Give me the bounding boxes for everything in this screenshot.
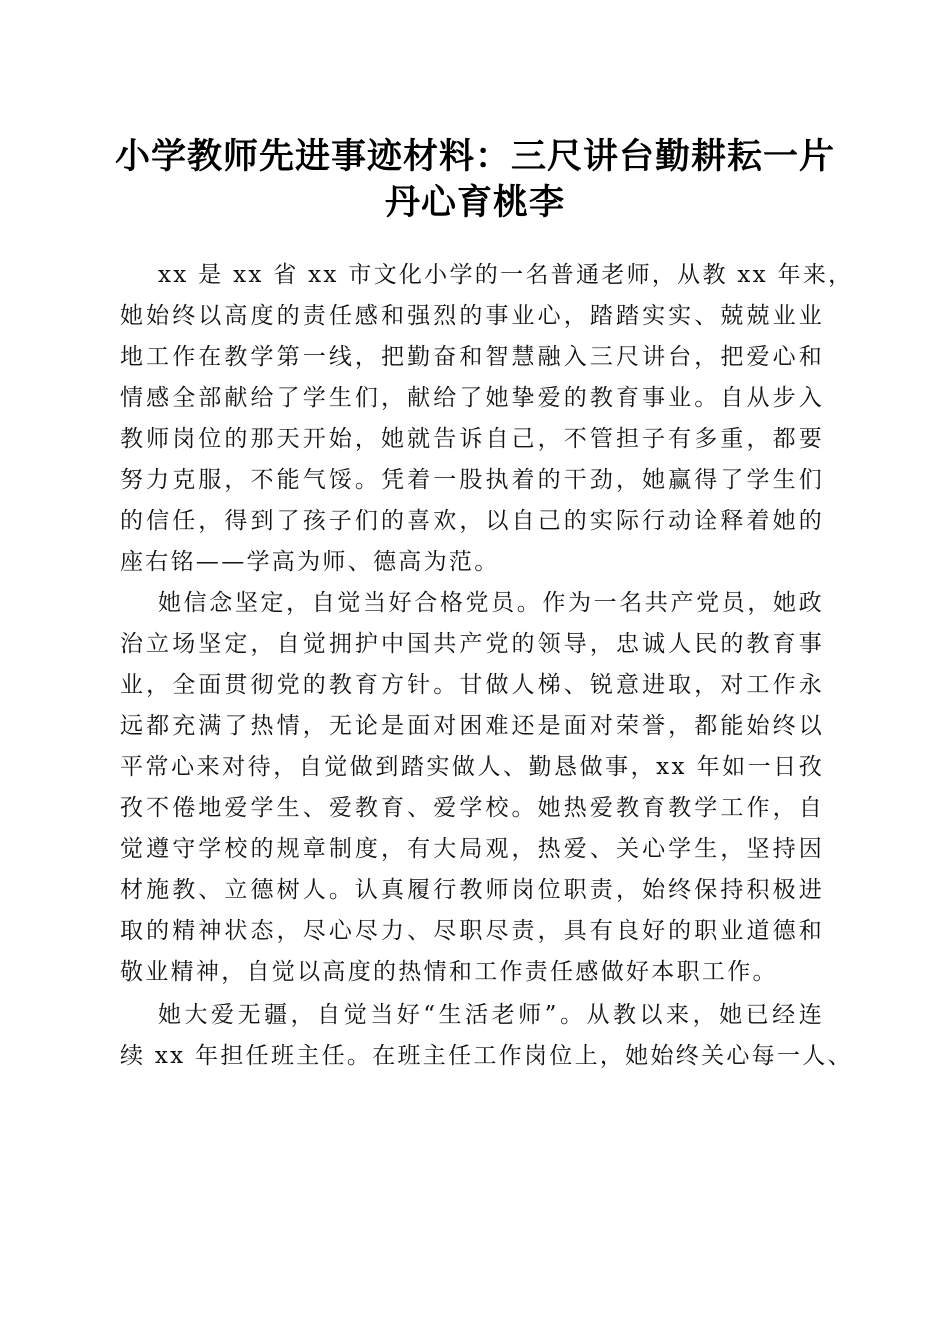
text-line: 座右铭——学高为师、德高为范。 [120, 549, 500, 575]
text-line: 平常心来对待，自觉做到踏实做人、勤恳做事，xx 年如一日孜 [120, 754, 824, 780]
paragraph-2 [120, 583, 824, 993]
text-line: 她信念坚定，自觉当好合格党员。作为一名共产党员，她政 [158, 590, 824, 616]
document-body [120, 255, 854, 1077]
text-line: 地工作在教学第一线，把勤奋和智慧融入三尺讲台，把爱心和 [120, 344, 824, 370]
text-line: 她始终以高度的责任感和强烈的事业心，踏踏实实、兢兢业业 [120, 303, 824, 329]
text-line: 续 xx 年担任班主任。在班主任工作岗位上，她始终关心每一人、 [120, 1043, 853, 1069]
text-line: 业，全面贯彻党的教育方针。甘做人梯、锐意进取，对工作永 [120, 672, 824, 698]
title-line-1: 小学教师先进事迹材料：三尺讲台勤耕耘一片 [114, 136, 835, 177]
paragraph-3 [120, 995, 853, 1077]
text-line: 敬业精神，自觉以高度的热情和工作责任感做好本职工作。 [120, 959, 778, 985]
text-line: 的信任，得到了孩子们的喜欢，以自己的实际行动诠释着她的 [120, 508, 824, 534]
text-line: 远都充满了热情，无论是面对困难还是面对荣誉，都能始终以 [120, 713, 824, 739]
text-line: 努力克服，不能气馁。凭着一股执着的干劲，她赢得了学生们 [120, 467, 824, 493]
text-line: 教师岗位的那天开始，她就告诉自己，不管担子有多重，都要 [120, 426, 824, 452]
text-line: 情感全部献给了学生们，献给了她挚爱的教育事业。自从步入 [120, 385, 824, 411]
title-line-2: 丹心育桃李 [384, 182, 565, 223]
text-line: xx 是 xx 省 xx 市文化小学的一名普通老师，从教 xx 年来， [158, 262, 854, 288]
text-line: 孜不倦地爱学生、爱教育、爱学校。她热爱教育教学工作，自 [120, 795, 824, 821]
text-line: 治立场坚定，自觉拥护中国共产党的领导，忠诚人民的教育事 [120, 631, 824, 657]
text-line: 觉遵守学校的规章制度，有大局观，热爱、关心学生，坚持因 [120, 836, 824, 862]
paragraph-1 [120, 255, 854, 583]
text-line: 取的精神状态，尽心尽力、尽职尽责，具有良好的职业道德和 [120, 918, 824, 944]
text-line: 她大爱无疆，自觉当好“生活老师”。从教以来，她已经连 [158, 1002, 824, 1028]
document-title [100, 134, 850, 226]
text-line: 材施教、立德树人。认真履行教师岗位职责，始终保持积极进 [120, 877, 824, 903]
